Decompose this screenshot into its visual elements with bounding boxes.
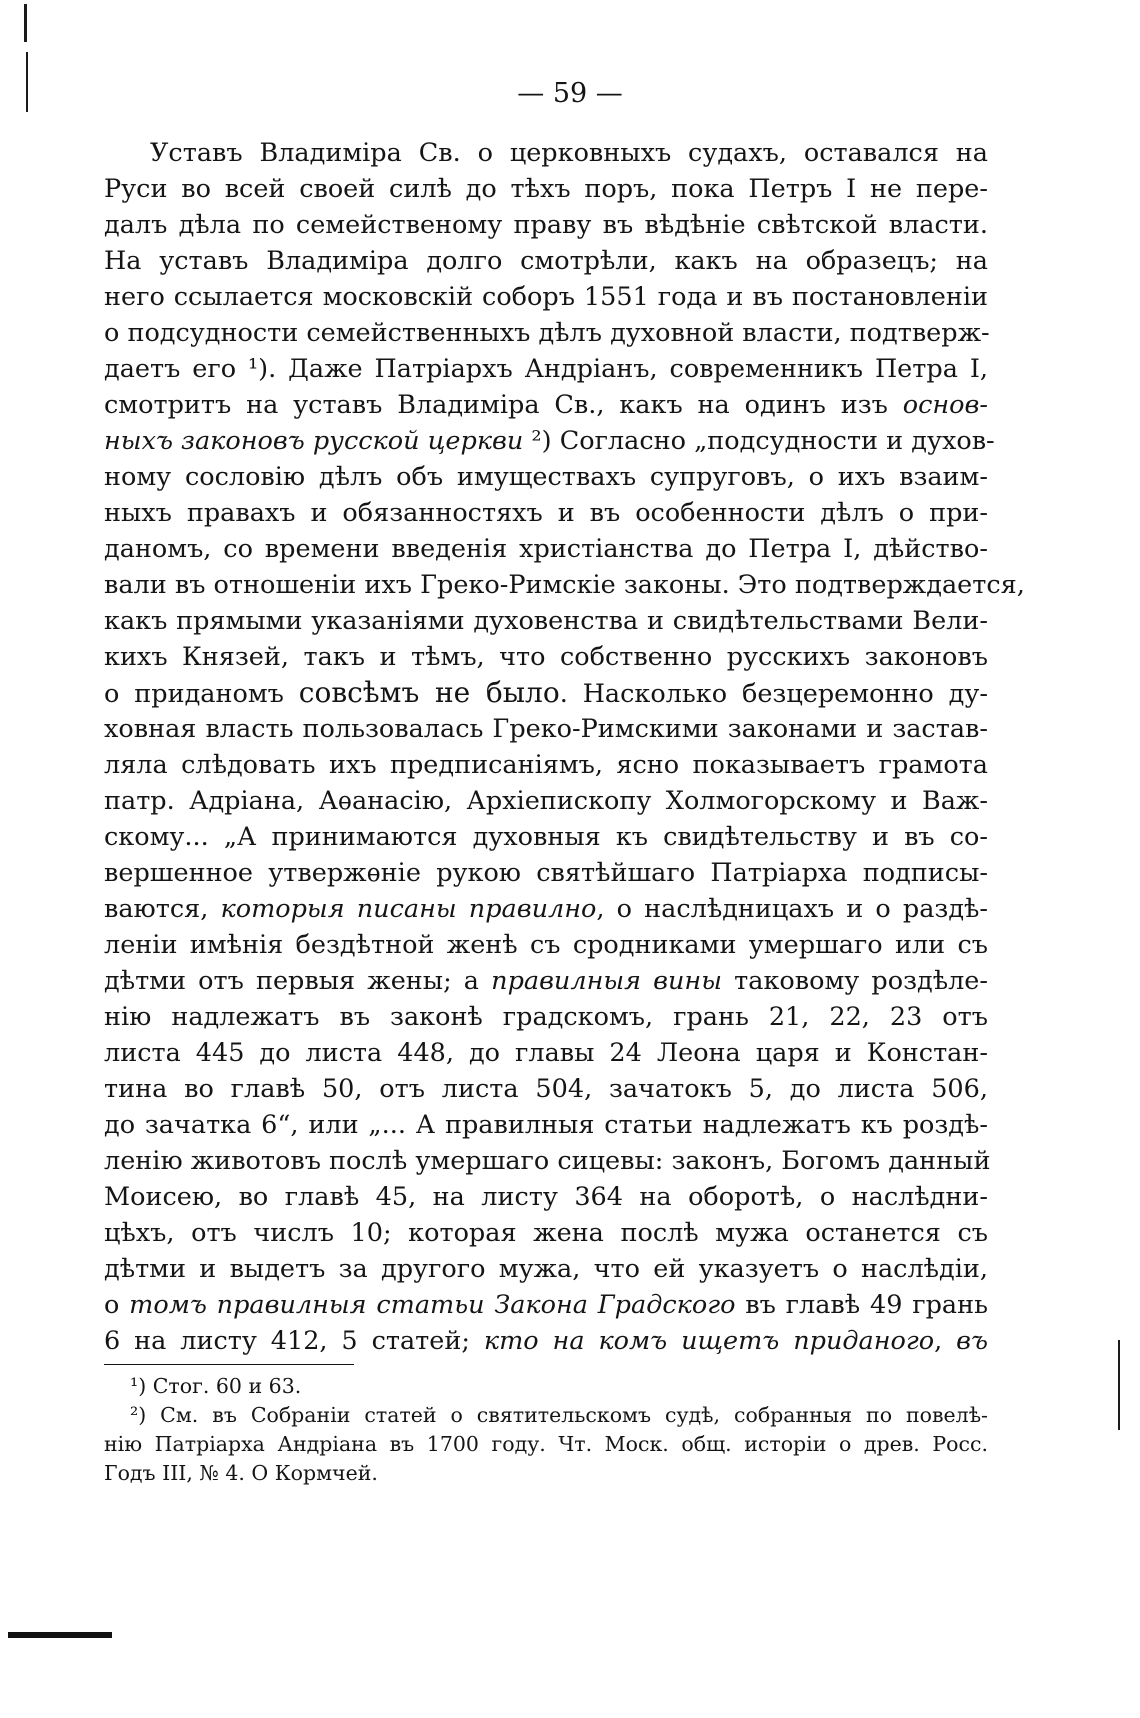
text-line: какъ прямыми указаніями духовенства и свидѣтельствами Вели- bbox=[104, 606, 988, 636]
text-line: тина во главѣ 50, отъ листа 504, зачатокъ 5, до листа 506, bbox=[104, 1074, 988, 1104]
text-line: до зачатка 6“, или „... А правилныя статьи надлежатъ къ роздѣ- bbox=[104, 1110, 988, 1140]
text-line: ленію животовъ послѣ умершаго сицевы: законъ, Богомъ данный bbox=[104, 1146, 991, 1176]
text-line: цѣхъ, отъ числъ 10; которая жена послѣ мужа останется съ bbox=[104, 1218, 988, 1248]
text-fragment: , о наслѣдницахъ и о раздѣ- bbox=[596, 894, 989, 924]
text-line bbox=[104, 1287, 988, 1323]
text-fragment: . Насколько безцеремонно ду- bbox=[559, 679, 988, 709]
emphasized-fragment: совсѣмъ не было bbox=[298, 676, 560, 709]
text-line bbox=[104, 963, 988, 999]
text-fragment: въ главѣ 49 грань bbox=[735, 1290, 988, 1320]
footnote-line: ¹) Стог. 60 и 63. bbox=[130, 1374, 302, 1398]
footnote-line: ²) См. въ Собраніи статей о святительскомъ судѣ, собранныя по повелѣ- bbox=[130, 1403, 988, 1427]
text-line bbox=[104, 891, 988, 927]
italic-fragment: въ bbox=[956, 1326, 988, 1356]
text-line: о подсудности семейственныхъ дѣлъ духовной власти, подтверж- bbox=[104, 318, 990, 348]
text-line: дѣтми и выдетъ за другого мужа, что ей указуетъ о наслѣдіи, bbox=[104, 1254, 988, 1284]
italic-fragment: ныхъ законовъ русской церкви bbox=[104, 426, 524, 456]
footnote-line: нію Патріарха Андріана въ 1700 году. Чт. Моск. общ. исторіи о древ. Росс. bbox=[104, 1432, 988, 1456]
text-line: патр. Адріана, Аѳанасію, Архіепископу Холмогорскому и Важ- bbox=[104, 786, 988, 816]
italic-fragment: томъ правилныя статьи Закона Градского bbox=[129, 1290, 736, 1320]
text-line: Моисею, во главѣ 45, на листу 364 на оборотѣ, о наслѣдни- bbox=[104, 1182, 988, 1212]
text-line: него ссылается московскій соборъ 1551 года и въ постановленіи bbox=[104, 282, 988, 312]
text-line: листа 445 до листа 448, до главы 24 Леона царя и Констан- bbox=[104, 1038, 988, 1068]
text-fragment: 6 на листу 412, 5 статей; bbox=[104, 1326, 484, 1356]
text-line bbox=[104, 423, 995, 459]
text-fragment: дѣтми отъ первыя жены; а bbox=[104, 966, 492, 996]
italic-fragment: правилныя вины bbox=[491, 966, 723, 996]
text-fragment: ваются, bbox=[104, 894, 221, 924]
text-line: ному сословію дѣлъ объ имуществахъ супруговъ, о ихъ взаим- bbox=[104, 462, 988, 492]
text-line bbox=[104, 387, 988, 423]
text-fragment: , bbox=[934, 1326, 957, 1356]
text-line: даномъ, со времени введенія христіанства до Петра I, дѣйство- bbox=[104, 534, 988, 564]
text-fragment: таковому роздѣле- bbox=[722, 966, 988, 996]
scan-edge-mark bbox=[24, 4, 27, 42]
footnote-line: Годъ III, № 4. О Кормчей. bbox=[104, 1461, 378, 1485]
text-line: ляла слѣдовать ихъ предписаніямъ, ясно показываетъ грамота bbox=[104, 750, 988, 780]
text-fragment: о приданомъ bbox=[104, 679, 299, 709]
text-fragment: смотритъ на уставъ Владиміра Св., какъ на одинъ изъ bbox=[104, 390, 903, 420]
footnote-rule bbox=[104, 1364, 354, 1365]
italic-fragment: основ- bbox=[902, 390, 988, 420]
text-line: леніи имѣнія бездѣтной женѣ съ сродниками умершаго или съ bbox=[104, 930, 988, 960]
text-fragment: о bbox=[104, 1290, 130, 1320]
text-line: ховная власть пользовалась Греко-Римскими законами и застав- bbox=[104, 714, 988, 744]
text-line: кихъ Князей, такъ и тѣмъ, что собственно русскихъ законовъ bbox=[104, 642, 988, 672]
scan-edge-bar bbox=[8, 1632, 112, 1638]
text-fragment: ²) Согласно „подсудности и духов- bbox=[523, 426, 995, 456]
text-line: Руси во всей своей силѣ до тѣхъ поръ, пока Петръ I не пере- bbox=[104, 174, 988, 204]
scan-edge-mark bbox=[1118, 1340, 1120, 1430]
text-line bbox=[104, 1323, 988, 1359]
scan-edge-mark bbox=[26, 52, 28, 112]
text-line: На уставъ Владиміра долго смотрѣли, какъ на образецъ; на bbox=[104, 246, 988, 276]
text-line: ныхъ правахъ и обязанностяхъ и въ особенности дѣлъ о при- bbox=[104, 498, 988, 528]
italic-fragment: кто на комъ ищетъ приданого bbox=[483, 1326, 935, 1356]
text-line: нію надлежатъ въ законѣ градскомъ, грань 21, 22, 23 отъ bbox=[104, 1002, 988, 1032]
text-line: вали въ отношеніи ихъ Греко-Римскіе законы. Это подтверждается, bbox=[104, 570, 1025, 600]
text-line: вершенное утвержѳніе рукою святѣйшаго Патріарха подписы- bbox=[104, 858, 988, 888]
text-line: далъ дѣла по семейственому праву въ вѣдѣніе свѣтской власти. bbox=[104, 210, 988, 240]
page-number: — 59 — bbox=[517, 78, 623, 109]
italic-fragment: которыя писаны правилно bbox=[220, 894, 597, 924]
text-line bbox=[104, 675, 988, 711]
text-line: Уставъ Владиміра Св. о церковныхъ судахъ, оставался на bbox=[150, 138, 988, 168]
text-line: даетъ его ¹). Даже Патріархъ Андріанъ, современникъ Петра I, bbox=[104, 354, 988, 384]
text-line: скому... „А принимаются духовныя къ свидѣтельству и въ со- bbox=[104, 822, 988, 852]
